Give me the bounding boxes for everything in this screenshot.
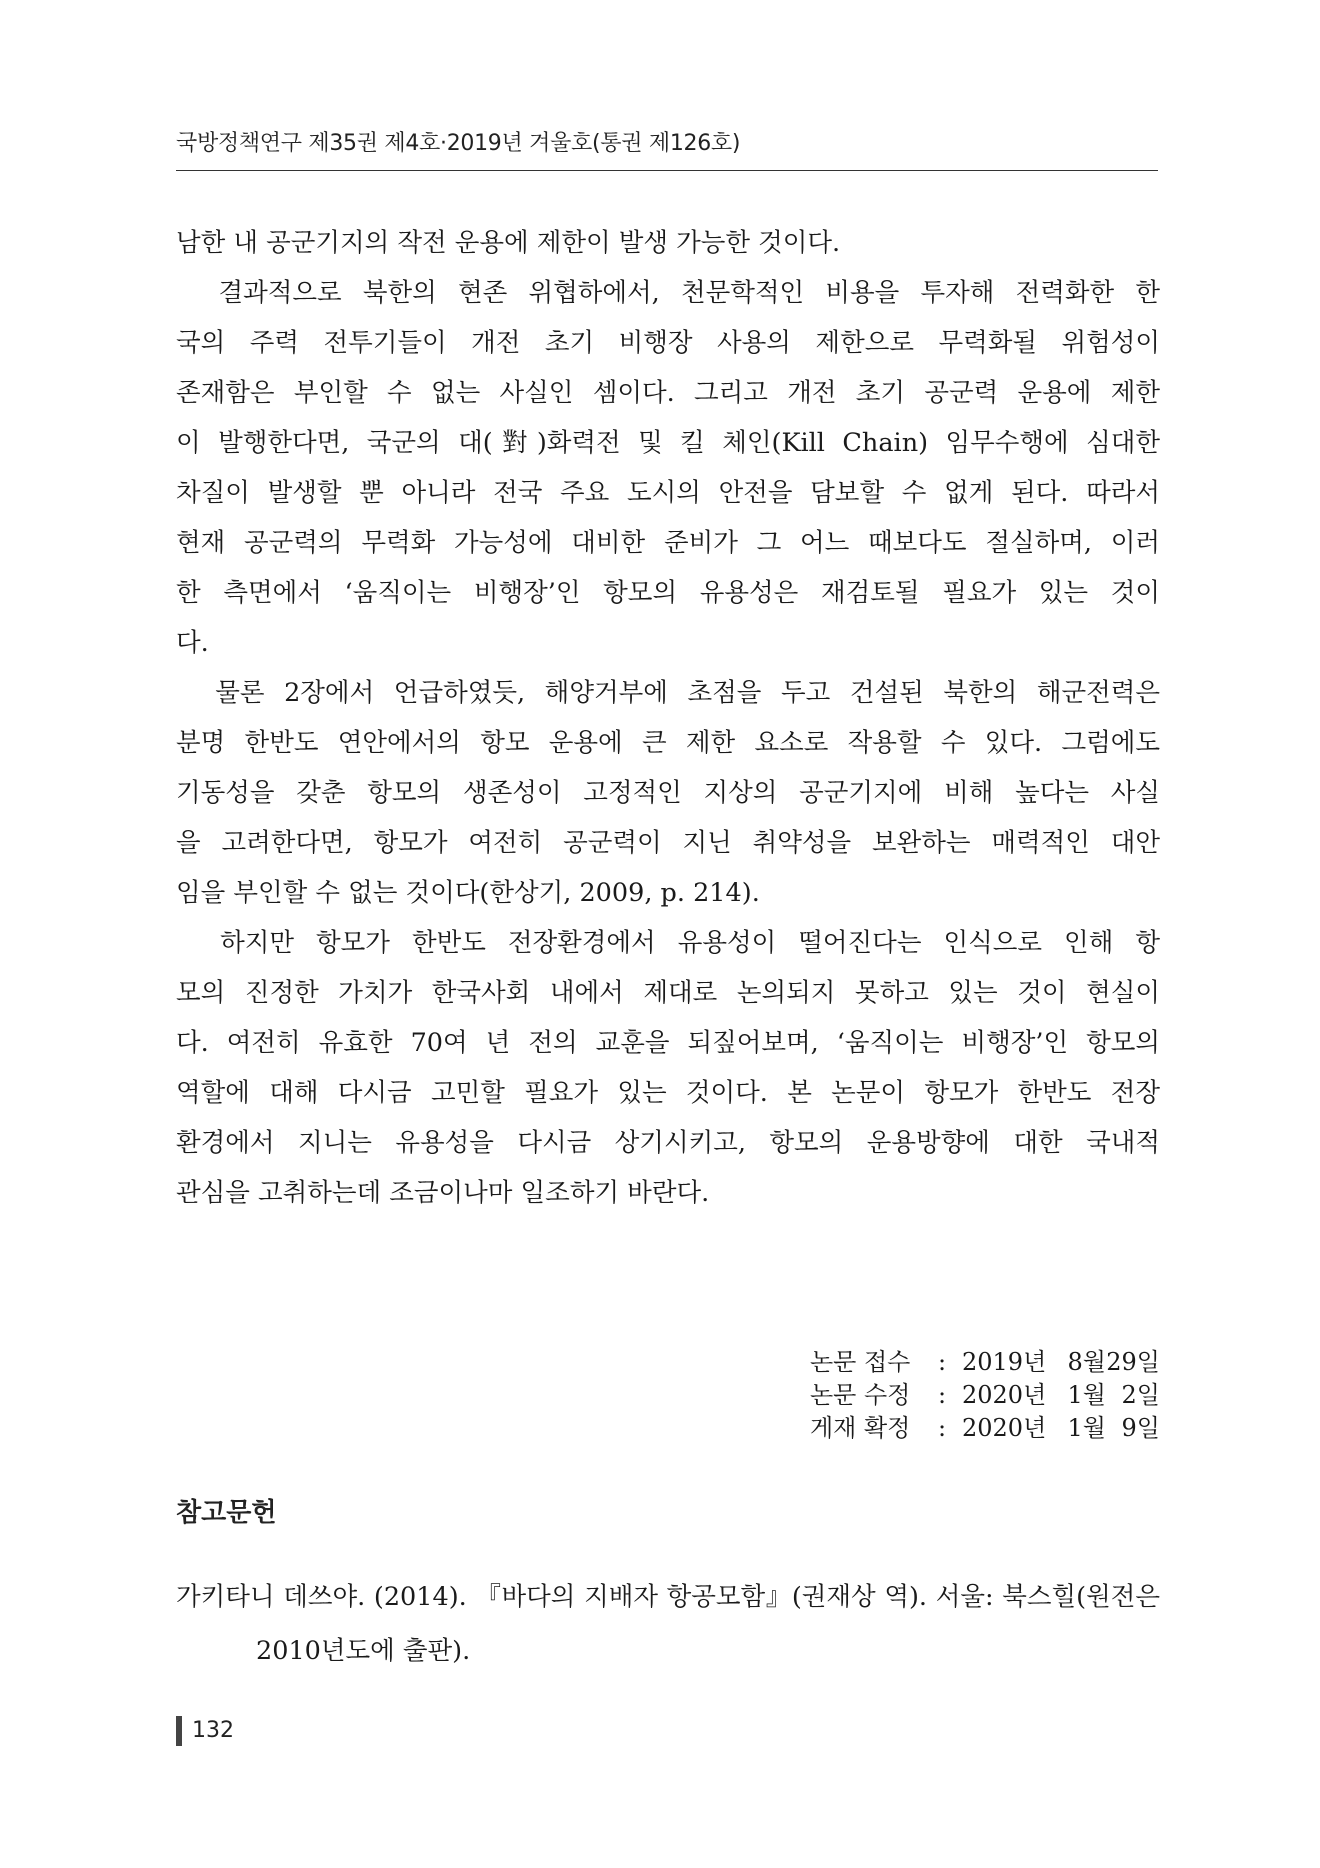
reference-entry [176,1570,1160,1678]
submission-day: 29일 [1106,1348,1160,1376]
references-heading: 참고문헌 [176,1498,277,1528]
body-line: 결과적으로 북한의 현존 위협하에서, 천문학적인 비용을 투자해 전력화한 한 [176,278,1160,308]
body-line: 분명 한반도 연안에서의 항모 운용에 큰 제한 요소로 작용할 수 있다. 그럼에도 [176,728,1160,758]
body-line: 다. [176,628,209,658]
body-line: 이 발행한다면, 국군의 대(對)화력전 및 킬 체인(Kill Chain) 임무수행에 심대한 [176,428,1160,458]
body-line: 기동성을 갖춘 항모의 생존성이 고정적인 지상의 공군기지에 비해 높다는 사실 [176,778,1160,808]
submission-colon: : [938,1381,947,1409]
submission-row-revised [810,1379,1160,1412]
body-line: 국의 주력 전투기들이 개전 초기 비행장 사용의 제한으로 무력화될 위험성이 [176,328,1160,358]
body-line: 환경에서 지니는 유용성을 다시금 상기시키고, 항모의 운용방향에 대한 국내적 [176,1128,1160,1158]
submission-day: 2일 [1121,1381,1160,1409]
page-number-bar [176,1716,182,1746]
running-header: 국방정책연구 제35권 제4호·2019년 겨울호(통권 제126호) [176,131,741,156]
body-line: 을 고려한다면, 항모가 여전히 공군력이 지닌 취약성을 보완하는 매력적인 대안 [176,828,1160,858]
body-line: 하지만 항모가 한반도 전장환경에서 유용성이 떨어진다는 인식으로 인해 항 [176,928,1160,958]
body-line: 한 측면에서 ‘움직이는 비행장’인 항모의 유용성은 재검토될 필요가 있는 것이 [176,578,1160,608]
submission-label: 논문 접수 [810,1348,911,1376]
submission-year: 2020년 [962,1414,1047,1442]
page-number: 132 [192,1718,234,1743]
header-rule [176,170,1158,171]
submission-row-received [810,1346,1160,1379]
submission-dates [810,1346,1160,1445]
body-line: 차질이 발생할 뿐 아니라 전국 주요 도시의 안전을 담보할 수 없게 된다. 따라서 [176,478,1160,508]
submission-month: 8월 [1067,1348,1106,1376]
submission-row-accepted [810,1412,1160,1445]
submission-year: 2020년 [962,1381,1047,1409]
body-line: 모의 진정한 가치가 한국사회 내에서 제대로 논의되지 못하고 있는 것이 현실이 [176,978,1160,1008]
reference-line: 가키타니 데쓰야. (2014). 『바다의 지배자 항공모함』(권재상 역). 서울: 북스힐(원전은 [176,1582,1160,1612]
submission-year: 2019년 [962,1348,1047,1376]
body-line: 물론 2장에서 언급하였듯, 해양거부에 초점을 두고 건설된 북한의 해군전력은 [176,678,1160,708]
submission-label: 게재 확정 [810,1414,911,1442]
body-line: 남한 내 공군기지의 작전 운용에 제한이 발생 가능한 것이다. [176,228,841,258]
body-line: 다. 여전히 유효한 70여 년 전의 교훈을 되짚어보며, ‘움직이는 비행장’인 항모의 [176,1028,1160,1058]
body-line: 역할에 대해 다시금 고민할 필요가 있는 것이다. 본 논문이 항모가 한반도 전장 [176,1078,1160,1108]
submission-day: 9일 [1121,1414,1160,1442]
submission-colon: : [938,1414,947,1442]
submission-month: 1월 [1067,1381,1106,1409]
reference-line-continued: 2010년도에 출판). [256,1636,471,1666]
body-text [176,218,1160,1218]
body-line: 존재함은 부인할 수 없는 사실인 셈이다. 그리고 개전 초기 공군력 운용에 제한 [176,378,1160,408]
submission-colon: : [938,1348,947,1376]
body-line: 임을 부인할 수 없는 것이다(한상기, 2009, p. 214). [176,878,760,908]
submission-month: 1월 [1067,1414,1106,1442]
submission-label: 논문 수정 [810,1381,911,1409]
body-line: 현재 공군력의 무력화 가능성에 대비한 준비가 그 어느 때보다도 절실하며, 이러 [176,528,1160,558]
body-line: 관심을 고취하는데 조금이나마 일조하기 바란다. [176,1178,710,1208]
